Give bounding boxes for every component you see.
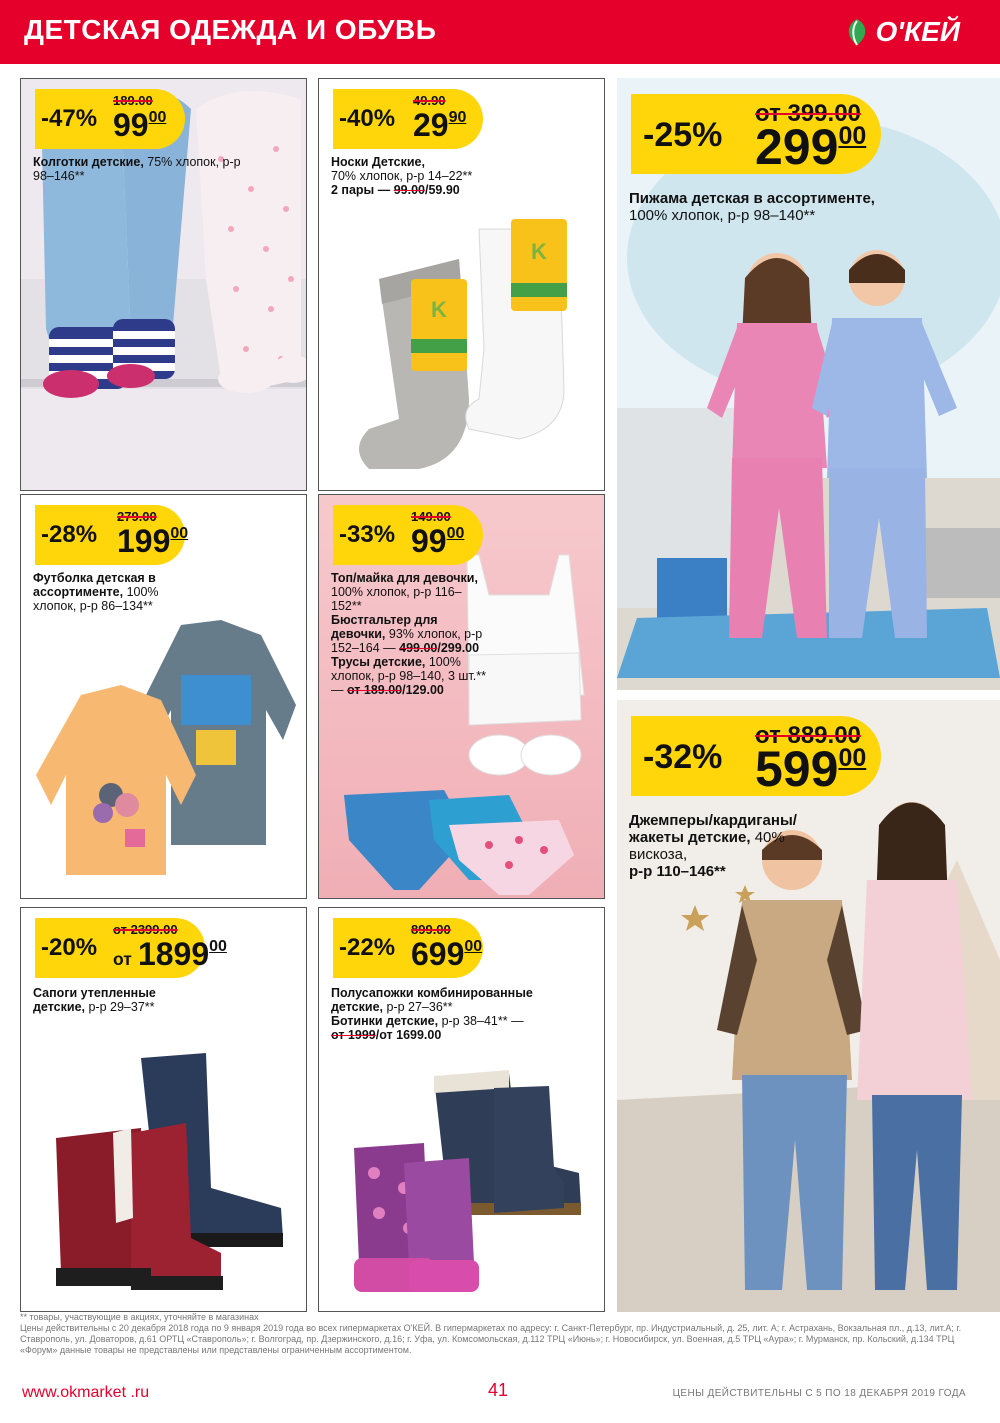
old-price: от 399.00 [755, 100, 861, 127]
line2-old-price: 499.00 [399, 641, 438, 655]
product-description [331, 571, 491, 697]
pack-label: 2 пары — [331, 183, 391, 197]
price-main: 29 [413, 107, 449, 143]
line2-old-price: от 1999 [331, 1028, 376, 1042]
product-card-boots[interactable] [20, 907, 307, 1312]
product-card-socks[interactable] [318, 78, 605, 491]
current-price [117, 523, 188, 560]
page-number: 41 [488, 1380, 509, 1400]
line1-details: 100% хлопок, р-р 116–152** [331, 585, 462, 613]
leaf-icon [842, 17, 872, 47]
old-price: от 889.00 [755, 722, 861, 749]
tshirt-photo [21, 605, 307, 899]
line1-details: р-р 27–36** [386, 1000, 453, 1014]
price-cents: 00 [838, 743, 867, 772]
discount-label: -33% [339, 521, 396, 548]
product-card-tshirt[interactable] [20, 494, 307, 899]
product-description [331, 155, 531, 197]
line1-name: Топ/майка для девочки, [331, 571, 478, 585]
old-price: от 2399.00 [113, 922, 178, 937]
product-name: Джемперы/кардиганы/ жакеты детские, [629, 812, 797, 846]
product-name: Сапоги утепленные детские, [33, 986, 156, 1014]
current-price [413, 107, 466, 144]
product-name: Пижама детская в ассортименте, [629, 190, 875, 207]
product-description [331, 986, 541, 1042]
discount-label: -47% [41, 105, 98, 132]
line3-name: Трусы детские, [331, 655, 426, 669]
boots-photo [21, 1038, 307, 1312]
current-price [411, 936, 482, 973]
current-price [755, 740, 866, 798]
line2-new-price: /от 1699.00 [375, 1028, 442, 1042]
price-main: 99 [411, 523, 447, 559]
current-price [113, 107, 166, 144]
header-bar [0, 0, 1000, 64]
footnote [20, 1312, 980, 1356]
discount-label: -28% [41, 521, 98, 548]
price-cents: 00 [838, 121, 867, 150]
product-description [629, 190, 879, 224]
old-price: 149.00 [411, 509, 451, 524]
price-main: 599 [755, 741, 839, 797]
svg-text:K: K [431, 297, 447, 322]
line3-details: 100% хлопок, р-р 98–140, 3 шт.** — [331, 655, 486, 697]
line1-name: Полусапожки комбинированные детские, [331, 986, 533, 1014]
product-card-tights[interactable] [20, 78, 307, 491]
product-card-jumpers[interactable] [617, 700, 1000, 1312]
discount-label: -40% [339, 105, 396, 132]
price-main: 1899 [137, 936, 210, 972]
old-price: 899.00 [411, 922, 451, 937]
product-card-halfboots[interactable] [318, 907, 605, 1312]
product-size: р-р 110–146** [629, 863, 726, 880]
product-description [33, 571, 163, 613]
pack-old-price: 99.00 [393, 183, 425, 197]
footnote-promo: ** товары, участвующие в акциях, уточняйте в магазинах [20, 1312, 259, 1322]
validity-dates: ЦЕНЫ ДЕЙСТВИТЕЛЬНЫ С 5 ПО 18 ДЕКАБРЯ 2019 ГОДА [672, 1388, 966, 1399]
line2-new-price: /299.00 [437, 641, 480, 655]
old-price: 279.00 [117, 509, 157, 524]
product-description [33, 986, 203, 1014]
current-price [755, 118, 866, 176]
discount-label: -22% [339, 934, 396, 961]
line3-new-price: /129.00 [402, 683, 444, 697]
old-price: 189.00 [113, 93, 153, 108]
price-cents: 00 [464, 938, 483, 956]
product-details: 100% хлопок, р-р 98–140** [629, 207, 816, 224]
product-card-pajamas[interactable] [617, 78, 1000, 690]
price-main: 99 [113, 107, 149, 143]
logo-text: О'КЕЙ [875, 16, 960, 47]
line2-details: р-р 38–41** — [441, 1014, 524, 1028]
line3-old-price: от 189.00 [346, 683, 403, 697]
product-details: 75% хлопок, р-р 98–146** [33, 155, 241, 183]
product-description [629, 812, 829, 880]
price-main: 699 [411, 936, 465, 972]
product-details: 100% хлопок, р-р 86–134** [33, 585, 159, 613]
price-cents: 00 [209, 938, 227, 956]
product-name: Носки Детские, [331, 155, 425, 169]
price-main: 299 [755, 119, 839, 175]
price-cents: 90 [448, 109, 467, 127]
website-link[interactable]: www.okmarket .ru [22, 1384, 150, 1401]
product-name: Футболка детская в ассортименте, [33, 571, 156, 599]
product-details: 70% хлопок, р-р 14–22** [331, 169, 473, 183]
okey-logo[interactable] [842, 14, 960, 50]
discount-label: -20% [41, 934, 98, 961]
halfboots-photo [319, 1048, 605, 1312]
price-cents: 00 [170, 525, 189, 543]
footnote-validity: Цены действительны с 20 декабря 2018 года по 9 января 2019 года во всех гипермаркетах О'КЕЙ. В гипермаркетах по адресу: г. Санкт-Петербург, пр. Индустриальный, д. 25, лит. А; г. Астрахань, Вокзальная пл., д.13, лит.А; г. Ставрополь, ул. Доваторов, д.61 ОРТЦ «Ставрополь»; г. Волгоград, пр. Дзержинского, д.16; г. Уфа, ул. Комсомольская, д.112 ТРЦ «Июнь»; г. Новосибирск, ул. Военная, д.5 ТРЦ «Аура»; г. Мурманск, пр. Кольский, д.134 ТРЦ «Форум» данные товары не представлены или представлены ограниченным ассортиментом. [20, 1323, 962, 1355]
price-main: 199 [117, 523, 171, 559]
line2-details: 93% хлопок, р-р 152–164 — [331, 627, 483, 655]
product-name: Колготки детские, [33, 155, 144, 169]
price-prefix: от [113, 949, 132, 969]
price-cents: 00 [148, 109, 167, 127]
discount-label: -32% [643, 738, 723, 776]
product-details: р-р 29–37** [88, 1000, 155, 1014]
pack-new-price: /59.90 [424, 183, 460, 197]
product-card-underwear[interactable] [318, 494, 605, 899]
page-title: ДЕТСКАЯ ОДЕЖДА И ОБУВЬ [24, 14, 437, 45]
product-details: 40% вискоза, [629, 829, 785, 863]
current-price [113, 936, 227, 973]
price-cents: 00 [446, 525, 465, 543]
old-price: 49.90 [413, 93, 446, 108]
line2-name: Бюстгальтер для девочки, [331, 613, 438, 641]
line2-name: Ботинки детские, [331, 1014, 439, 1028]
socks-photo [319, 199, 605, 491]
current-price [411, 523, 464, 560]
svg-text:K: K [531, 239, 547, 264]
product-description [33, 155, 253, 183]
discount-label: -25% [643, 116, 723, 154]
